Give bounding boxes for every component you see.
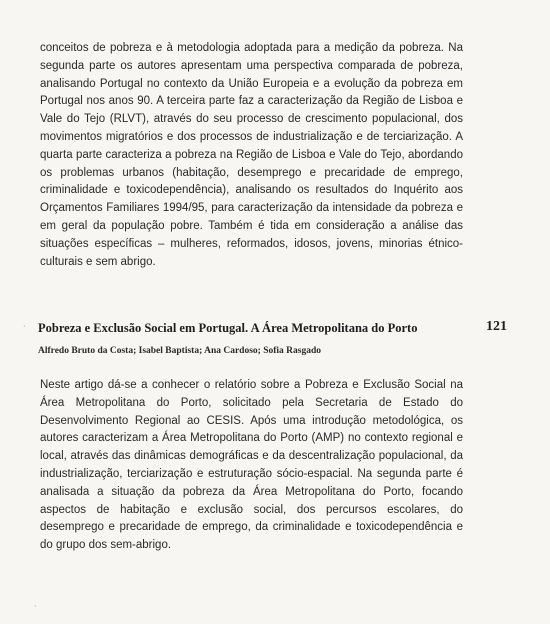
- margin-mark: ·: [34, 602, 37, 611]
- article-abstract-paragraph: Neste artigo dá-se a conhecer o relatório sobre a Pobreza e Exclusão Social na Área Metropolitana do Porto, solicitado pela Secretaria de Estado do Desenvolvimento Regional ao CESIS. Após uma introdução metodológica, os autores caracterizam a Área Metropolitana do Porto (AMP) no contexto regional e local, através das dinâmicas demográficas e da descentralização populacional, da industrialização, terciarização e estruturação sócio-espacial. Na segunda parte é analisada a situação da pobreza da Área Metropolitana do Porto, focando aspectos de habitação e exclusão social, dos percursos escolares, do desemprego e precaridade de emprego, da criminalidade e toxicodependência e do grupo dos sem-abrigo.: [40, 379, 463, 552]
- article-page-number: 121: [486, 319, 507, 334]
- article-title: Pobreza e Exclusão Social em Portugal. A Área Metropolitana do Porto: [38, 321, 418, 335]
- article-authors: Alfredo Bruto da Costa; Isabel Baptista; Ana Cardoso; Sofia Rasgado: [38, 346, 322, 356]
- margin-mark: ·: [23, 322, 26, 331]
- continued-summary-paragraph: conceitos de pobreza e à metodologia adoptada para a medição da pobreza. Na segunda parte os autores apresentam uma perspectiva comparada de pobreza, analisando Portugal no contexto da União Europeia e a evolução da pobreza em Portugal nos anos 90. A terceira parte faz a caracterização da Região de Lisboa e Vale do Tejo (RLVT), através do seu processo de crescimento populacional, dos movimentos migratórios e dos processos de industrialização e de terciarização. A quarta parte caracteriza a pobreza na Região de Lisboa e Vale do Tejo, abordando os problemas urbanos (habitação, desemprego e precaridade de emprego, criminalidade e toxicodependência), analisando os resultados do Inquérito aos Orçamentos Familiares 1994/95, para caracterização da intensidade da pobreza e em geral da população pobre. Também é tida em consideração a análise das situações específicas – mulheres, reformados, idosos, jovens, minorias étnico-culturais e sem abrigo.: [40, 42, 463, 268]
